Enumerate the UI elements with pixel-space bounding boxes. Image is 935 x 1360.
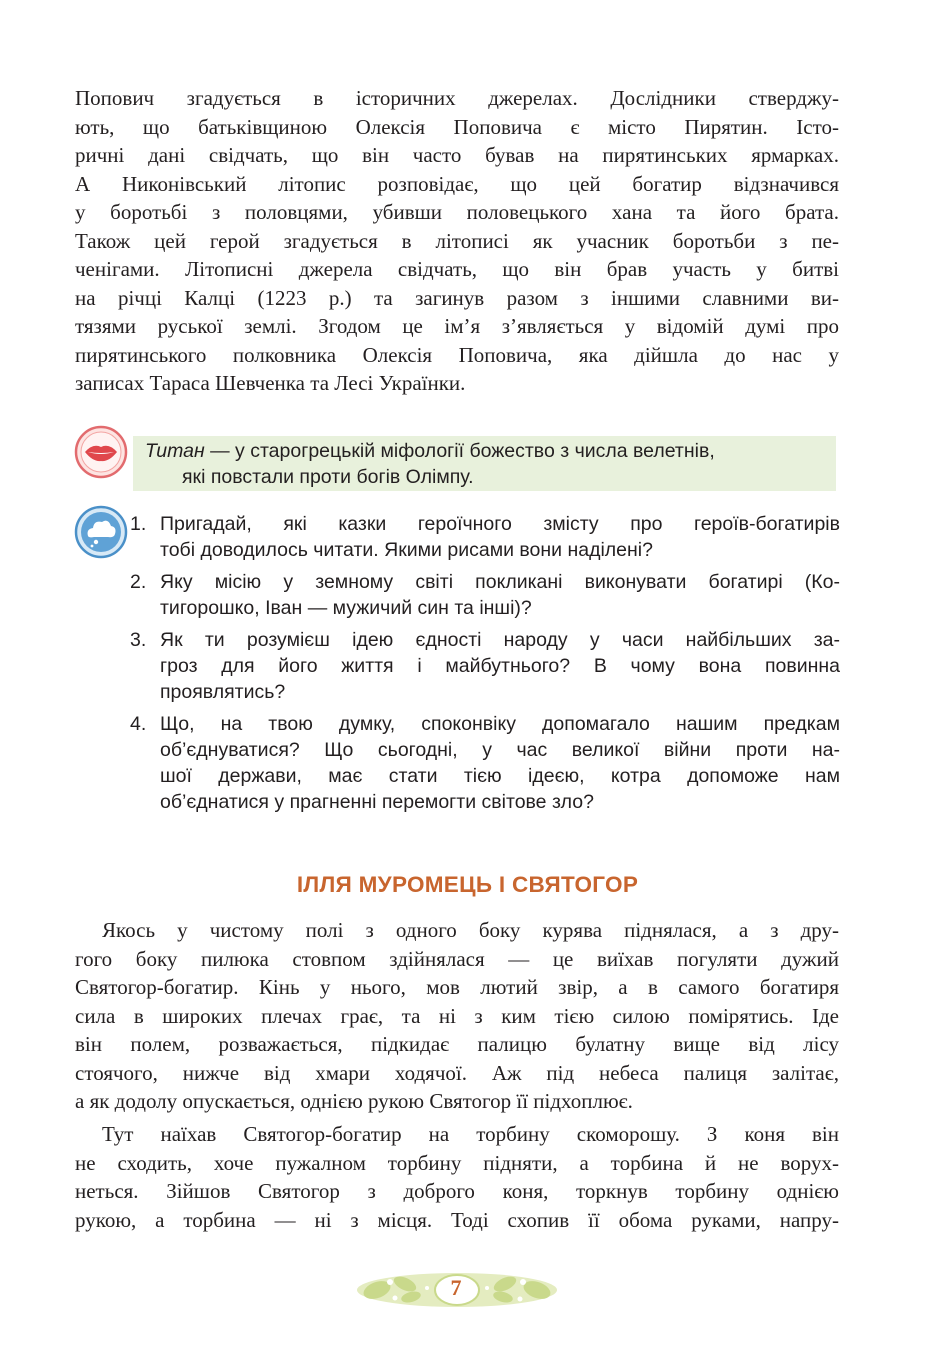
cloud-thought-icon: [74, 505, 128, 559]
question-line: Пригадай, які казки героїчного змісту про героїв-богатирів: [160, 513, 840, 535]
text-line: А Никонівський літопис розповідає, що цей богатир відзначився: [75, 171, 839, 196]
text-line: Тут наїхав Святогор-богатир на торбину скоморошу. З коня він: [102, 1122, 839, 1146]
text-line: у боротьбі з половцями, убивши половецького хана та його брата.: [75, 200, 839, 224]
question-line: Як ти розумієш ідею єдності народу у часи найбільших за-: [160, 629, 840, 651]
question-line: гроз для його життя і майбутнього? В чому вона повинна: [160, 655, 840, 677]
question-line: шої держави, має стати тією ідеєю, котра допоможе нам: [160, 765, 840, 787]
question-number: 4.: [130, 713, 147, 735]
intro-paragraph: [75, 84, 839, 398]
text-line: пирятинського полковника Олексія Поповича, яка дійшла до нас у: [75, 342, 839, 367]
question-line: проявлятись?: [160, 681, 286, 703]
text-line: стоячого, нижче від хмари ходячої. Аж під небеса палиця залітає,: [75, 1060, 839, 1085]
question-number: 2.: [130, 571, 147, 593]
text-line: Святогор-богатир. Кінь у нього, мов лютий звір, а в самого богатиря: [75, 975, 839, 999]
question-number: 3.: [130, 629, 147, 651]
glossary-definition: [145, 438, 835, 490]
text-line: він полем, розважається, підкидає палицю булатну вище від лісу: [75, 1032, 839, 1056]
question-line: тобі доводилось читати. Якими рисами вони наділені?: [160, 539, 653, 561]
text-line: ють, що батьківщиною Олексія Поповича є місто Пирятин. Істо-: [75, 114, 839, 139]
question-line: тигорошко, Іван — мужичий син та інші)?: [160, 597, 532, 619]
question-item: [130, 627, 840, 705]
text-line: ченігами. Літописні джерела свідчать, що він брав участь у битві: [75, 257, 839, 281]
text-line: тязями руської землі. Згодом це ім’я з’являється у відомій думі про: [75, 314, 839, 338]
text-line: сила в широких плечах грає, та ні з ким тією силою помірятись. Іде: [75, 1003, 839, 1028]
page-number: 7: [450, 1275, 462, 1300]
glossary-def-line1: — у старогрецькій міфології божество з числа велетнів,: [204, 440, 715, 462]
question-number: 1.: [130, 513, 147, 535]
text-line: записах Тараса Шевченка та Лесі Українки.: [75, 371, 466, 395]
text-line: Попович згадується в історичних джерелах. Дослідники стверджу-: [75, 86, 839, 110]
question-item: [130, 569, 840, 621]
text-line: на річці Калці (1223 р.) та загинув разом з іншими славними ви-: [75, 285, 839, 310]
text-line: ричні дані свідчать, що він часто бував на пирятинських ярмарках.: [75, 143, 839, 167]
question-item: [130, 511, 840, 563]
text-line: неться. Зійшов Святогор з доброго коня, торкнув торбину однією: [75, 1179, 839, 1203]
text-line: гого боку пилюка стовпом здійнялася — це виїхав погуляти дужий: [75, 946, 839, 971]
question-line: об’єднатися у прагненні перемогти світове зло?: [160, 791, 594, 813]
lips-icon: [74, 425, 128, 479]
text-line: не сходить, хоче пужалном торбину підняти, а торбина й не ворух-: [75, 1150, 839, 1175]
question-line: Що, на твою думку, споконвіку допомагало нашим предкам: [160, 713, 840, 735]
glossary-term: Титан: [145, 440, 205, 462]
question-item: [130, 711, 840, 815]
story-paragraph: [75, 1120, 839, 1234]
story-paragraph: [75, 916, 839, 1116]
text-line: Також цей герой згадується в літописі як учасник боротьби з пе-: [75, 228, 839, 253]
section-title: ІЛЛЯ МУРОМЕЦЬ І СВЯТОГОР: [296, 872, 639, 897]
glossary-def-line2: які повстали проти богів Олімпу.: [182, 466, 474, 488]
question-line: Яку місію у земному світі покликані виконувати богатирі (Ко-: [160, 571, 840, 593]
text-line: рукою, а торбина — ні з місця. Тоді схопив її обома руками, напру-: [75, 1207, 839, 1232]
text-line: Якось у чистому полі з одного боку курява піднялася, а з дру-: [102, 918, 839, 942]
question-line: об’єднуватися? Що сьогодні, у час великої війни проти на-: [160, 739, 840, 761]
questions-list: [130, 511, 840, 821]
text-line: а як додолу опускається, однією рукою Святогор її підхоплює.: [75, 1089, 633, 1113]
